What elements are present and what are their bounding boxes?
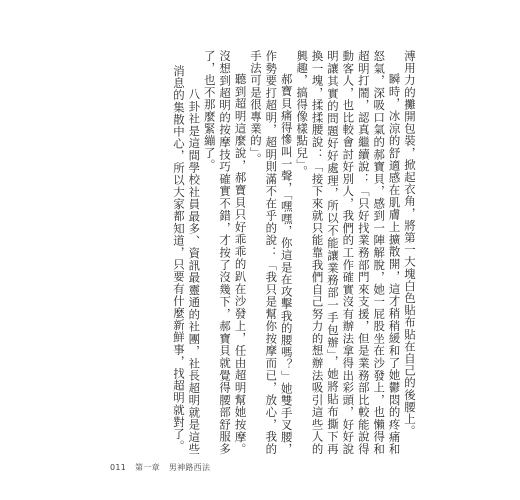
page-footer — [110, 462, 216, 473]
paragraph: 聽到超明這麼說，郝寶貝只好乖乖的趴在沙發上，任由超明幫她按摩。沒想到超明的按摩技巧確實不錯，才按了沒幾下，郝寶貝就覺得腰部舒服多了，也不那麼緊繃了。 — [202, 50, 248, 455]
paragraph: 郝寶貝痛得慘叫一聲，「嘿嘿，你這是在攻擊我的腰嗎？」她雙手叉腰，作勢要打超明，超明則滿不在乎的說：「我只是幫你按摩而已，放心，我的手法可是很專業的」。 — [248, 50, 294, 455]
chapter-label: 第一章 — [135, 463, 160, 472]
paragraph: 八卦社是這間學校社員最多、資訊最靈通的社團，社長超明就是這些消息的集散中心，所以大家都知道，只要有什麼新鮮事，找超明就對了。 — [171, 65, 202, 455]
vertical-text-body — [87, 50, 417, 455]
page-number: 011 — [110, 463, 127, 472]
paragraph: 瞬時，冰涼的舒適感在肌膚上擴散開，這才稍稍緩和了她鬱悶的疼痛和怒氣，深吸口氣的郝寶貝，感到一陣解脫，她一屁股坐在沙發上，也懶得和超明打鬧，認真繼續說：「只好找業務部門來支援，但是業務部比較能說得動客人，也比較會討好別人，我們的工作確實沒有辦法拿得出彩頭，好好說明讓其實的問題好好處理，所以不能讓業務部一手包辦」，她將貼布撕下再換一塊，揉揉腰說：「接下來就只能靠我們自己努力的想辦法吸引這些人的興趣，搞得像樣點兒」。 — [295, 50, 402, 455]
paragraph: 溥用力的攤開包裝，掀起衣角，將第一大塊白色貼布貼在自己的後腰上。 — [403, 50, 417, 438]
section-title: 男神路西法 — [168, 463, 211, 472]
